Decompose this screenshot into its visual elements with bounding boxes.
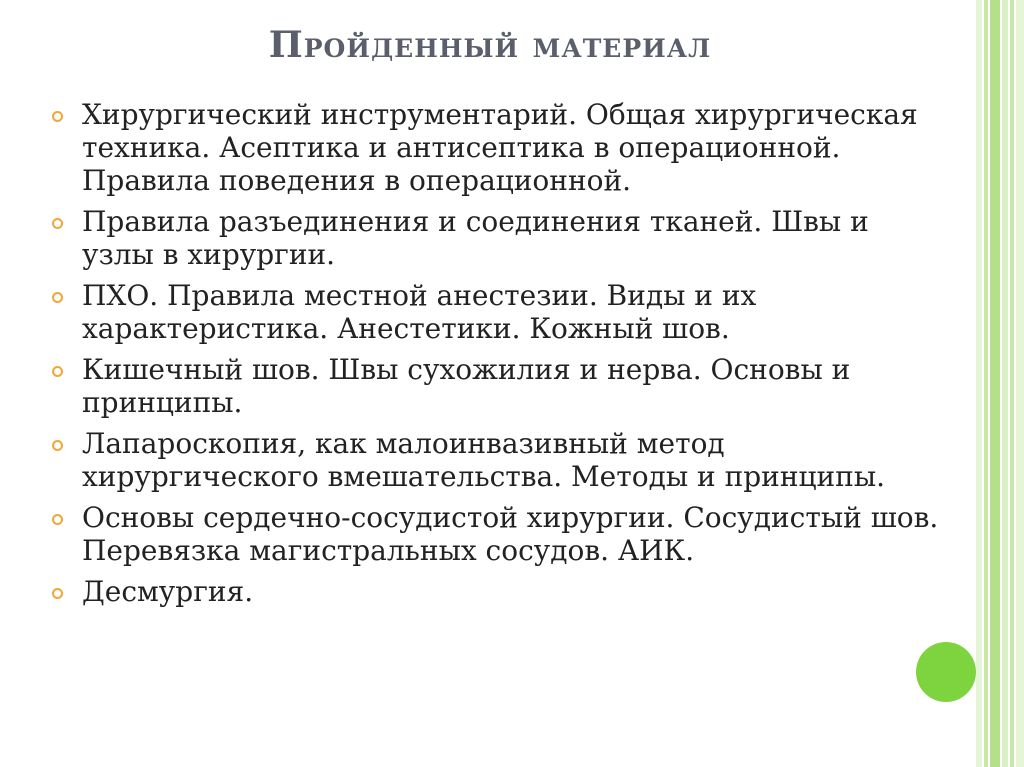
decorative-stripe-6: [1016, 0, 1024, 767]
list-item: [48, 205, 948, 271]
decorative-stripe-4: [1002, 0, 1008, 767]
list-item-text: Основы сердечно-сосудистой хирургии. Сосудистый шов. Перевязка магистральных сосудов. АИК.: [82, 501, 939, 567]
bullet-list: [48, 98, 948, 616]
list-item-text: Десмургия.: [82, 575, 254, 608]
list-item: [48, 98, 948, 197]
list-item: [48, 575, 948, 608]
bullet-ring-icon: [52, 366, 63, 377]
decorative-stripe-3: [990, 0, 1000, 767]
list-item-text: Хирургический инструментарий. Общая хирургическая техника. Асептика и антисептика в операционной. Правила поведения в операционной.: [82, 98, 918, 197]
bullet-ring-icon: [52, 292, 63, 303]
list-item-text: Лапароскопия, как малоинвазивный метод хирургического вмешательства. Методы и принципы.: [82, 427, 886, 493]
decorative-stripe-5: [1010, 0, 1014, 767]
bullet-ring-icon: [52, 588, 63, 599]
bullet-ring-icon: [52, 218, 63, 229]
slide-title: Пройденный материал: [268, 24, 712, 66]
list-item: [48, 353, 948, 419]
decorative-stripe-2: [984, 0, 988, 767]
list-item-text: Кишечный шов. Швы сухожилия и нерва. Основы и принципы.: [82, 353, 851, 419]
bullet-ring-icon: [52, 514, 63, 525]
list-item-text: Правила разъединения и соединения тканей. Швы и узлы в хирургии.: [82, 205, 869, 271]
green-circle-icon: [916, 642, 976, 702]
list-item: [48, 501, 948, 567]
bullet-ring-icon: [52, 440, 63, 451]
list-item-text: ПХО. Правила местной анестезии. Виды и их характеристика. Анестетики. Кожный шов.: [82, 279, 757, 345]
list-item: [48, 427, 948, 493]
decorative-stripe-1: [976, 0, 982, 767]
bullet-ring-icon: [52, 111, 63, 122]
list-item: [48, 279, 948, 345]
